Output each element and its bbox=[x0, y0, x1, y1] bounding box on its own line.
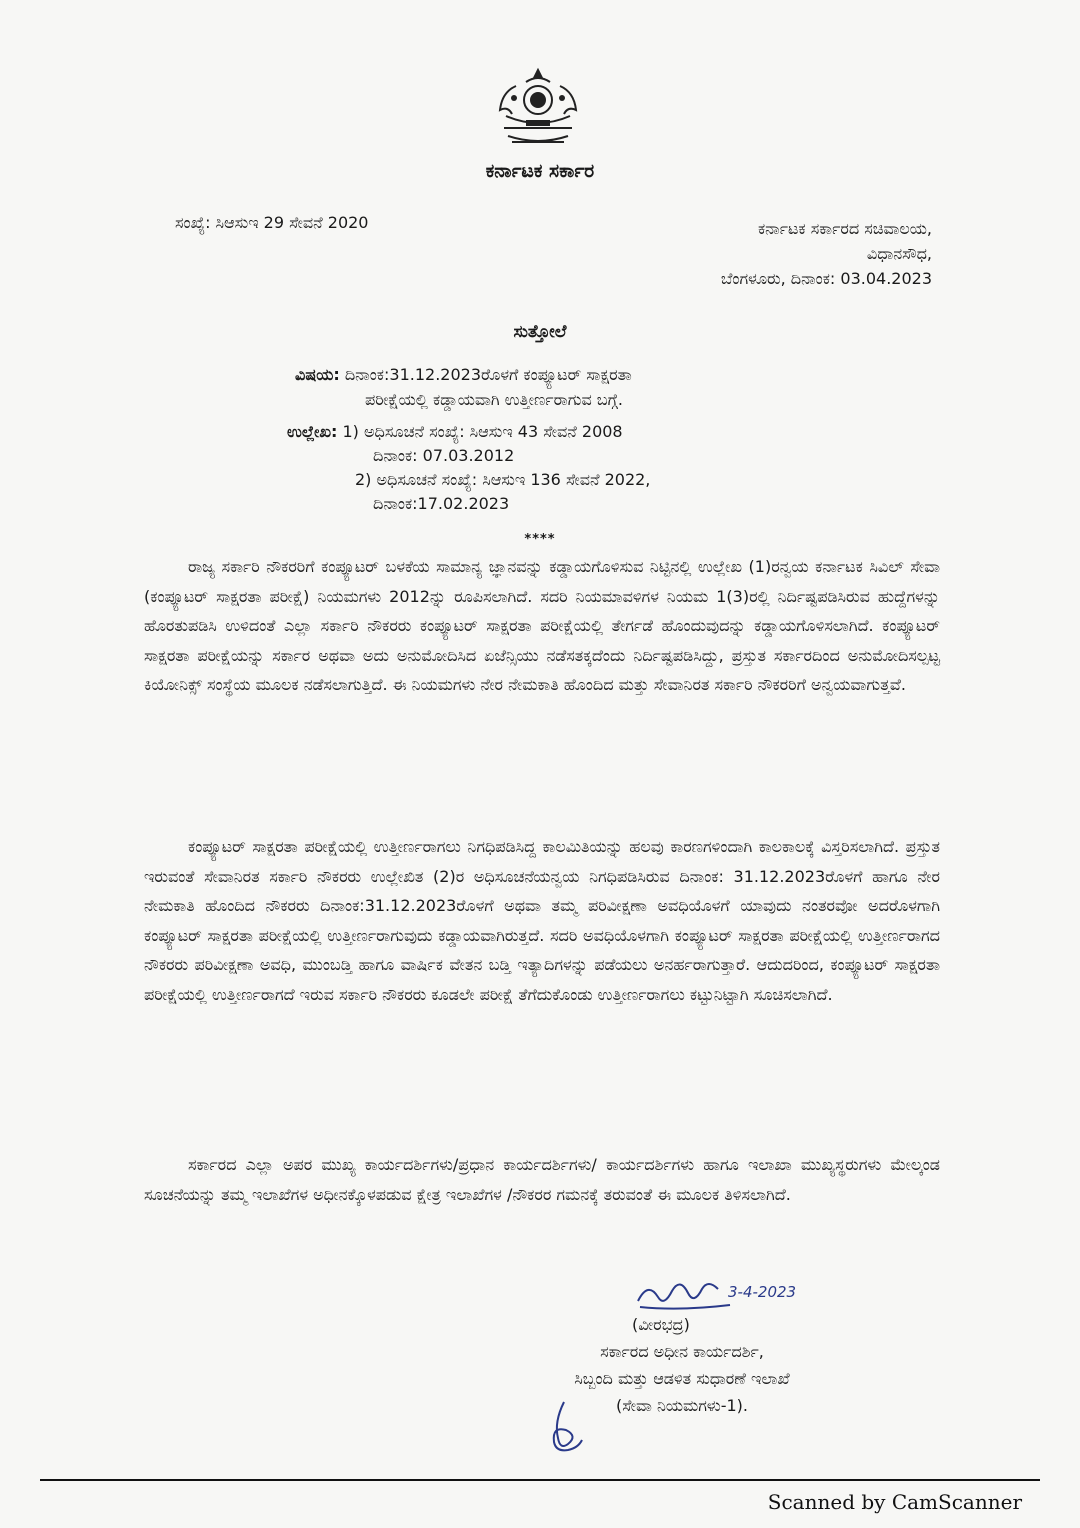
signer-name: (ವೀರಭದ್ರ) bbox=[632, 1315, 690, 1334]
designation-line-1: ಸರ್ಕಾರದ ಅಧೀನ ಕಾರ್ಯದರ್ಶಿ, bbox=[600, 1342, 764, 1361]
body-paragraph-3 bbox=[144, 1150, 940, 1209]
reference-1-line-1: 1) ಅಧಿಸೂಚನೆ ಸಂಖ್ಯೆ: ಸಿಆಸುಇ 43 ಸೇವನೆ 2008 bbox=[342, 422, 623, 441]
subject-block bbox=[295, 362, 632, 412]
body-paragraph-2 bbox=[144, 832, 940, 1009]
designation-line-3: (ಸೇವಾ ನಿಯಮಗಳು-1). bbox=[616, 1396, 748, 1415]
designation-line-2: ಸಿಬ್ಬಂದಿ ಮತ್ತು ಆಡಳಿತ ಸುಧಾರಣೆ ಇಲಾಖೆ bbox=[574, 1369, 790, 1388]
circular-title: ಸುತ್ತೋಲೆ bbox=[513, 322, 567, 342]
references-block bbox=[287, 420, 650, 516]
initials-scribble bbox=[544, 1398, 588, 1460]
subject-line-1: ದಿನಾಂಕ:31.12.2023ರೊಳಗೆ ಕಂಪ್ಯೂಟರ್ ಸಾಕ್ಷರತಾ bbox=[344, 365, 632, 384]
reference-number: ಸಂಖ್ಯೆ: ಸಿಆಸುಇ 29 ಸೇವನೆ 2020 bbox=[175, 213, 369, 232]
office-address bbox=[721, 216, 932, 291]
address-line-3: ಬೆಂಗಳೂರು, ದಿನಾಂಕ: 03.04.2023 bbox=[720, 269, 932, 288]
address-line-1: ಕರ್ನಾಟಕ ಸರ್ಕಾರದ ಸಚಿವಾಲಯ, bbox=[757, 219, 932, 238]
paragraph-2-text: ಕಂಪ್ಯೂಟರ್ ಸಾಕ್ಷರತಾ ಪರೀಕ್ಷೆಯಲ್ಲಿ ಉತ್ತೀರ್ಣರಾಗಲು ನಿಗಧಿಪಡಿಸಿದ್ದ ಕಾಲಮಿತಿಯನ್ನು ಹಲವು ಕಾರಣಗಳಿಂದಾಗಿ ಕಾಲಕಾಲಕ್ಕೆ ವಿಸ್ತರಿಸಲಾಗಿದೆ. ಪ್ರಸ್ತುತ ಇರುವಂತೆ ಸೇವಾನಿರತ ಸರ್ಕಾರಿ ನೌಕರರು ಉಲ್ಲೇಖಿತ (2)ರ ಅಧಿಸೂಚನೆಯನ್ವಯ ನಿಗಧಿಪಡಿಸಿರುವ ದಿನಾಂಕ: 31.12.2023ರೊಳಗೆ ಹಾಗೂ ನೇರ ನೇಮಕಾತಿ ಹೊಂದಿದ ನೌಕರರು ದಿನಾಂಕ:31.12.2023ರೊಳಗೆ ಅಥವಾ ತಮ್ಮ ಪರಿವೀಕ್ಷಣಾ ಅವಧಿಯೊಳಗೆ ಯಾವುದು ನಂತರವೋ ಅದರೊಳಗಾಗಿ ಕಂಪ್ಯೂಟರ್ ಸಾಕ್ಷರತಾ ಪರೀಕ್ಷೆಯಲ್ಲಿ ಉತ್ತೀರ್ಣರಾಗುವುದು ಕಡ್ಡಾಯವಾಗಿರುತ್ತದೆ. ಸದರಿ ಅವಧಿಯೊಳಗಾಗಿ ಕಂಪ್ಯೂಟರ್ ಸಾಕ್ಷರತಾ ಪರೀಕ್ಷೆಯಲ್ಲಿ ಉತ್ತೀರ್ಣರಾಗದ ನೌಕರರು ಪರಿವೀಕ್ಷಣಾ ಅವಧಿ, ಮುಂಬಡ್ತಿ ಹಾಗೂ ವಾರ್ಷಿಕ ವೇತನ ಬಡ್ತಿ ಇತ್ಯಾದಿಗಳನ್ನು ಪಡೆಯಲು ಅನರ್ಹರಾಗುತ್ತಾರೆ. ಆದುದರಿಂದ, ಕಂಪ್ಯೂಟರ್ ಸಾಕ್ಷರತಾ ಪರೀಕ್ಷೆಯಲ್ಲಿ ಉತ್ತೀರ್ಣರಾಗದೆ ಇರುವ ಸರ್ಕಾರಿ ನೌಕರರು ಕೂಡಲೇ ಪರೀಕ್ಷೆ ತೆಗೆದುಕೊಂಡು ಉತ್ತೀರ್ಣರಾಗಲು ಕಟ್ಟುನಿಟ್ಟಾಗಿ ಸೂಚಿಸಲಾಗಿದೆ. bbox=[144, 837, 940, 1004]
subject-label: ವಿಷಯ: bbox=[295, 365, 340, 384]
reference-2-line-1: 2) ಅಧಿಸೂಚನೆ ಸಂಖ್ಯೆ: ಸಿಆಸುಇ 136 ಸೇವನೆ 2022, bbox=[355, 470, 651, 489]
body-paragraph-1 bbox=[144, 552, 940, 700]
address-line-2: ವಿಧಾನಸೌಧ, bbox=[866, 244, 932, 263]
references-label: ಉಲ್ಲೇಖ: bbox=[287, 422, 338, 441]
karnataka-emblem-icon bbox=[486, 66, 590, 152]
signature-date: 3-4-2023 bbox=[728, 1283, 797, 1301]
paragraph-1-text: ರಾಜ್ಯ ಸರ್ಕಾರಿ ನೌಕರರಿಗೆ ಕಂಪ್ಯೂಟರ್ ಬಳಕೆಯ ಸಾಮಾನ್ಯ ಜ್ಞಾನವನ್ನು ಕಡ್ಡಾಯಗೊಳಿಸುವ ನಿಟ್ಟಿನಲ್ಲಿ ಉಲ್ಲೇಖ (1)ರನ್ವಯ ಕರ್ನಾಟಕ ಸಿವಿಲ್ ಸೇವಾ (ಕಂಪ್ಯೂಟರ್ ಸಾಕ್ಷರತಾ ಪರೀಕ್ಷೆ) ನಿಯಮಗಳು 2012ನ್ನು ರೂಪಿಸಲಾಗಿದೆ. ಸದರಿ ನಿಯಮಾವಳಿಗಳ ನಿಯಮ 1(3)ರಲ್ಲಿ ನಿರ್ದಿಷ್ಟಪಡಿಸಿರುವ ಹುದ್ದೆಗಳನ್ನು ಹೊರತುಪಡಿಸಿ ಉಳಿದಂತೆ ಎಲ್ಲಾ ಸರ್ಕಾರಿ ನೌಕರರು ಕಂಪ್ಯೂಟರ್ ಸಾಕ್ಷರತಾ ಪರೀಕ್ಷೆಯಲ್ಲಿ ತೇರ್ಗಡೆ ಹೊಂದುವುದನ್ನು ಕಡ್ಡಾಯಗೊಳಿಸಲಾಗಿದೆ. ಕಂಪ್ಯೂಟರ್ ಸಾಕ್ಷರತಾ ಪರೀಕ್ಷೆಯನ್ನು ಸರ್ಕಾರ ಅಥವಾ ಅದು ಅನುಮೋದಿಸಿದ ಏಜೆನ್ಸಿಯು ನಡೆಸತಕ್ಕದೆಂದು ನಿರ್ದಿಷ್ಟಪಡಿಸಿದ್ದು, ಪ್ರಸ್ತುತ ಸರ್ಕಾರದಿಂದ ಅನುಮೋದಿಸಲ್ಪಟ್ಟ ಕಿಯೋನಿಕ್ಸ್ ಸಂಸ್ಥೆಯ ಮೂಲಕ ನಡೆಸಲಾಗುತ್ತಿದೆ. ಈ ನಿಯಮಗಳು ನೇರ ನೇಮಕಾತಿ ಹೊಂದಿದ ಮತ್ತು ಸೇವಾನಿರತ ಸರ್ಕಾರಿ ನೌಕರರಿಗೆ ಅನ್ವಯವಾಗುತ್ತವೆ. bbox=[144, 557, 940, 694]
reference-2-line-2: ದಿನಾಂಕ:17.02.2023 bbox=[373, 494, 510, 513]
subject-line-2: ಪರೀಕ್ಷೆಯಲ್ಲಿ ಕಡ್ಡಾಯವಾಗಿ ಉತ್ತೀರ್ಣರಾಗುವ ಬಗ್ಗೆ. bbox=[365, 390, 623, 409]
reference-1-line-2: ದಿನಾಂಕ: 07.03.2012 bbox=[373, 446, 515, 465]
government-heading: ಕರ್ನಾಟಕ ಸರ್ಕಾರ bbox=[485, 160, 595, 182]
footer-rule bbox=[40, 1479, 1040, 1481]
separator: **** bbox=[524, 532, 556, 547]
paragraph-3-text: ಸರ್ಕಾರದ ಎಲ್ಲಾ ಅಪರ ಮುಖ್ಯ ಕಾರ್ಯದರ್ಶಿಗಳು/ಪ್ರಧಾನ ಕಾರ್ಯದರ್ಶಿಗಳು/ ಕಾರ್ಯದರ್ಶಿಗಳು ಹಾಗೂ ಇಲಾಖಾ ಮುಖ್ಯಸ್ಥರುಗಳು ಮೇಲ್ಕಂಡ ಸೂಚನೆಯನ್ನು ತಮ್ಮ ಇಲಾಖೆಗಳ ಅಧೀನಕ್ಕೊಳಪಡುವ ಕ್ಷೇತ್ರ ಇಲಾಖೆಗಳ /ನೌಕರರ ಗಮನಕ್ಕೆ ತರುವಂತೆ ಈ ಮೂಲಕ ತಿಳಿಸಲಾಗಿದೆ. bbox=[144, 1155, 940, 1204]
scanner-watermark: Scanned by CamScanner bbox=[767, 1490, 1022, 1514]
